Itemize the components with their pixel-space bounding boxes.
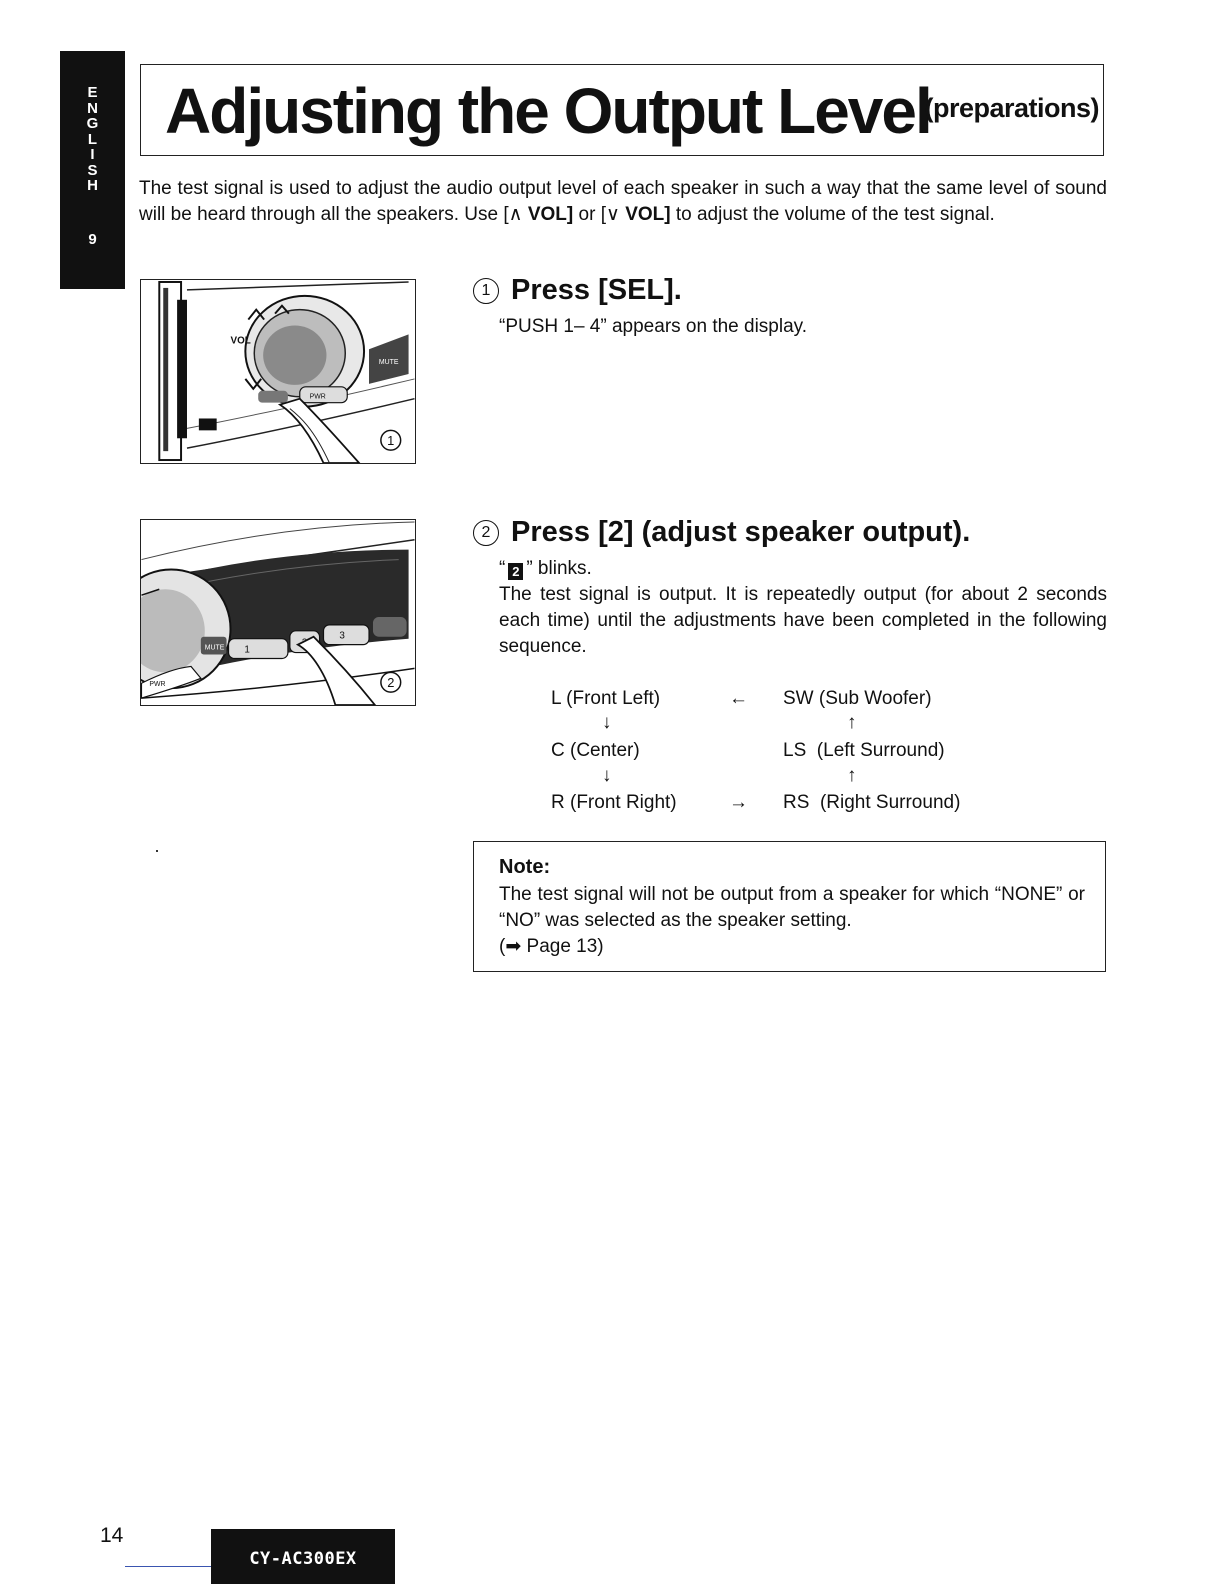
vol-knob-label: VOL	[230, 335, 251, 347]
volume-down-symbol: ∨	[605, 204, 620, 225]
mute-button-label: MUTE	[204, 644, 225, 652]
section-number: 9	[88, 231, 97, 248]
language-label: E N G L I S H	[86, 84, 99, 194]
volume-up-symbol: ∧	[508, 204, 523, 225]
step2-illustration	[140, 519, 416, 706]
sequence-front-right: R (Front Right)	[551, 792, 677, 813]
head-unit-sel-illustration	[141, 280, 415, 463]
step2-number: 2	[473, 520, 499, 546]
sequence-arrow-down: ↓	[602, 712, 612, 733]
head-unit-buttons-illustration	[141, 520, 415, 705]
sequence-front-left: L (Front Left)	[551, 688, 661, 709]
step2-blink-line: “ 2 ” blinks.	[499, 558, 592, 579]
page-title-box	[140, 64, 1104, 156]
sequence-sub-woofer: SW (Sub Woofer)	[783, 688, 932, 709]
language-side-tab	[60, 51, 125, 289]
pwr-button-label: PWR	[309, 393, 326, 401]
step1-illustration	[140, 279, 416, 464]
step2-callout: 2	[387, 675, 395, 691]
segment-2-indicator: 2	[508, 563, 523, 580]
sequence-arrow-up: ↑	[847, 765, 857, 786]
preset-button-3-label: 3	[339, 630, 345, 642]
note-page-reference: (➡ Page 13)	[499, 936, 604, 957]
page-subtitle: (preparations)	[924, 93, 1099, 123]
step2-text: The test signal is output. It is repeatedly output (for about 2 seconds each time) until the adjustments have been completed in the following sequence.	[499, 584, 1107, 657]
sequence-arrow-down: ↓	[602, 765, 612, 786]
note-box	[473, 841, 1106, 972]
pwr-button-label: PWR	[149, 681, 166, 689]
sequence-center: C (Center)	[551, 740, 640, 761]
sequence-arrow-up: ↑	[847, 712, 857, 733]
note-text: The test signal will not be output from a speaker for which “NONE” or “NO” was selected as the speaker setting. (➡ Page 13)	[499, 884, 1085, 957]
step2-heading: 2 Press [2] (adjust speaker output).	[473, 516, 970, 549]
sequence-arrow-left: ←	[729, 688, 748, 709]
sequence-right-surround: RS (Right Surround)	[783, 792, 961, 813]
intro-paragraph: The test signal is used to adjust the audio output level of each speaker in such a way that the same level of sound will be heard through all the speakers. Use [∧ VOL] or [∨ VOL] to adjust the volume of the test signal.	[139, 178, 1107, 225]
step1-number: 1	[473, 278, 499, 304]
step1-heading: 1 Press [SEL].	[473, 274, 682, 307]
sequence-left-surround: LS (Left Surround)	[783, 740, 945, 761]
step1-text: “PUSH 1– 4” appears on the display.	[499, 316, 808, 337]
note-title: Note:	[499, 856, 551, 878]
sequence-arrow-right: →	[729, 792, 748, 813]
page-title: Adjusting the Output Level	[165, 75, 931, 147]
mute-button-label: MUTE	[378, 359, 399, 367]
preset-button-1-label: 1	[244, 644, 250, 656]
step1-callout: 1	[387, 433, 395, 449]
model-number-tab: CY-AC300EX	[211, 1529, 395, 1584]
footer-rule	[125, 1566, 225, 1567]
page-number: 14	[100, 1524, 124, 1547]
stray-dot	[156, 850, 158, 852]
